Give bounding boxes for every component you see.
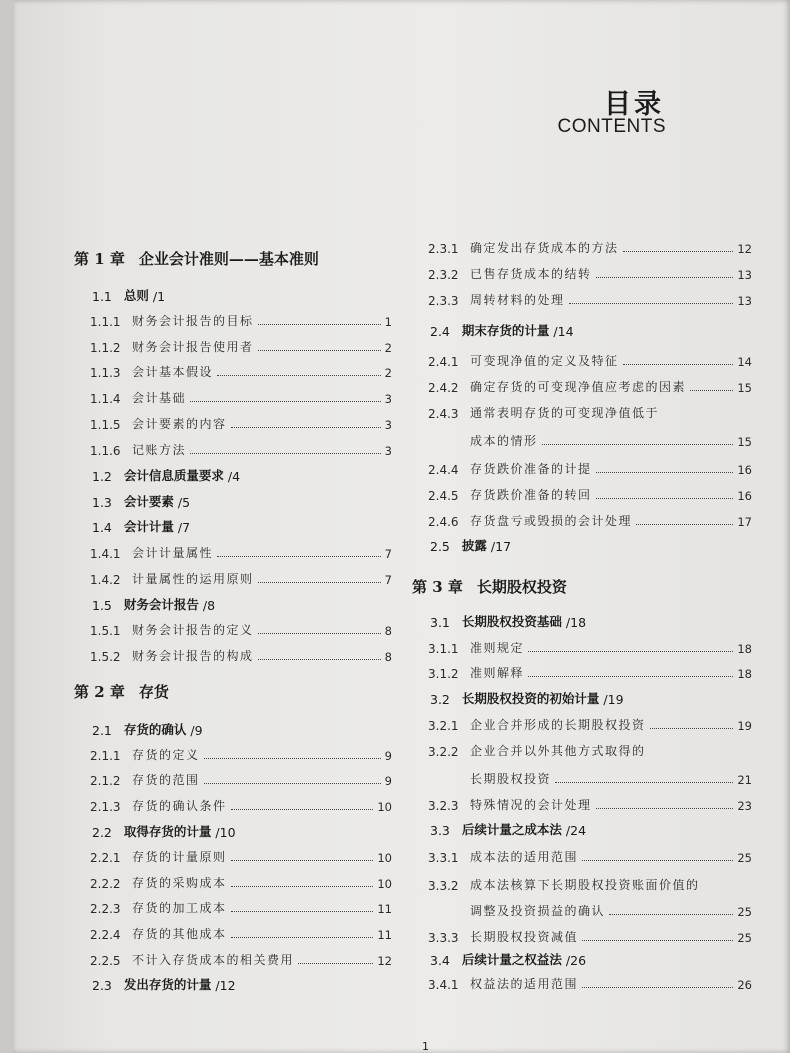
section-number: 2.3 — [92, 978, 112, 993]
toc-subsection — [74, 384, 392, 406]
subsection-page: 7 — [384, 547, 392, 561]
subsection-title: 调整及投资损益的确认 — [470, 904, 606, 918]
toc-subsection — [74, 642, 392, 664]
chapter-title: 长期股权投资 — [476, 578, 567, 596]
subsection-number: 2.1.2 — [90, 774, 121, 788]
section-page: /10 — [215, 825, 236, 840]
section-number: 3.4 — [430, 953, 450, 968]
chapter-number: 第 2 章 — [74, 683, 125, 701]
toc-section — [412, 608, 752, 630]
subsection-page: 12 — [737, 242, 752, 256]
chapter-title: 存货 — [138, 683, 169, 701]
toc-section — [74, 513, 392, 535]
subsection-number: 1.4.2 — [90, 573, 121, 587]
subsection-title: 企业合并形成的长期股权投资 — [470, 718, 646, 732]
subsection-page: 18 — [737, 642, 752, 656]
toc-subsection — [412, 455, 752, 477]
section-page: /19 — [603, 692, 624, 707]
subsection-page: 7 — [384, 573, 392, 587]
section-page: /9 — [190, 723, 203, 738]
subsection-number: 2.2.1 — [90, 851, 121, 865]
subsection-number: 2.3.1 — [428, 242, 459, 256]
subsection-page: 25 — [737, 931, 752, 945]
dot-leader — [231, 860, 374, 861]
subsection-page: 19 — [737, 719, 752, 733]
subsection-page: 3 — [384, 444, 392, 458]
toc-section — [412, 946, 752, 968]
subsection-page: 10 — [377, 800, 392, 814]
subsection-title: 存货的加工成本 — [132, 901, 227, 915]
subsection-page: 26 — [737, 978, 752, 992]
subsection-page: 9 — [384, 774, 392, 788]
dot-leader — [650, 728, 734, 729]
toc-chapter — [74, 247, 392, 269]
toc-subsection — [74, 946, 392, 968]
dot-leader — [231, 911, 374, 912]
dot-leader — [258, 633, 381, 634]
subsection-number: 3.3.1 — [428, 851, 459, 865]
dot-leader — [623, 251, 734, 252]
subsection-title: 确定发出存货成本的方法 — [470, 241, 619, 255]
dot-leader — [609, 914, 733, 915]
subsection-page: 18 — [737, 667, 752, 681]
subsection-number: 2.4.1 — [428, 355, 459, 369]
toc-subsection — [74, 307, 392, 329]
toc-subsection — [74, 333, 392, 355]
subsection-number: 2.4.3 — [428, 407, 459, 421]
section-title: 发出存货的计量 — [123, 977, 212, 992]
toc-chapter — [412, 575, 752, 597]
subsection-number: 3.2.2 — [428, 745, 459, 759]
subsection-page: 9 — [384, 749, 392, 763]
subsection-title: 存货的确认条件 — [132, 799, 227, 813]
subsection-page: 10 — [377, 877, 392, 891]
subsection-title: 财务会计报告的构成 — [132, 649, 254, 663]
subsection-number: 3.1.1 — [428, 642, 459, 656]
subsection-page: 21 — [737, 773, 752, 787]
subsection-title: 准则规定 — [470, 641, 525, 655]
dot-leader — [528, 676, 733, 677]
subsection-number: 1.1.3 — [90, 366, 121, 380]
toc-subsection-continued — [412, 897, 752, 919]
toc-section — [74, 971, 392, 993]
subsection-title: 计量属性的运用原则 — [132, 572, 254, 586]
subsection-number: 3.2.3 — [428, 799, 459, 813]
subsection-title: 成本法的适用范围 — [470, 850, 579, 864]
dot-leader — [190, 453, 381, 454]
section-page: /5 — [177, 495, 191, 510]
subsection-title: 存货盘亏或毁损的会计处理 — [470, 514, 633, 528]
section-title: 取得存货的计量 — [123, 824, 212, 839]
subsection-number: 1.1.1 — [90, 315, 121, 329]
toc-subsection — [412, 634, 752, 656]
toc-subsection — [412, 286, 752, 308]
section-number: 2.1 — [92, 723, 112, 738]
subsection-title: 确定存货的可变现净值应考虑的因素 — [470, 380, 687, 394]
dot-leader — [231, 937, 374, 938]
subsection-number: 2.2.2 — [90, 877, 121, 891]
subsection-title: 存货跌价准备的转回 — [470, 488, 592, 502]
section-number: 1.1 — [92, 289, 112, 304]
section-page: /4 — [227, 469, 241, 484]
page-folio: 1 — [422, 1040, 429, 1053]
subsection-page: 2 — [384, 366, 392, 380]
subsection-page: 8 — [384, 650, 392, 664]
chapter-number: 第 3 章 — [412, 578, 463, 596]
subsection-number: 3.3.2 — [428, 879, 459, 893]
dot-leader — [217, 556, 381, 557]
toc-subsection — [74, 436, 392, 458]
toc-subsection — [412, 347, 752, 369]
subsection-number: 1.5.1 — [90, 624, 121, 638]
subsection-title: 权益法的适用范围 — [470, 977, 579, 991]
toc-subsection — [412, 399, 752, 421]
toc-subsection — [74, 792, 392, 814]
dot-leader — [298, 963, 373, 964]
section-title: 长期股权投资的初始计量 — [461, 691, 600, 706]
chapter-title: 企业会计准则——基本准则 — [138, 250, 319, 268]
toc-section — [74, 462, 392, 484]
subsection-title: 可变现净值的定义及特征 — [470, 354, 619, 368]
subsection-title: 存货的采购成本 — [132, 876, 227, 890]
toc-subsection — [74, 410, 392, 432]
toc-subsection — [412, 970, 752, 992]
subsection-page: 16 — [737, 463, 752, 477]
toc-subsection — [412, 659, 752, 681]
subsection-title: 会计基础 — [132, 391, 187, 405]
section-title: 期末存货的计量 — [461, 323, 550, 338]
toc-section — [74, 591, 392, 613]
toc-subsection — [74, 539, 392, 561]
section-title: 存货的确认 — [123, 722, 187, 737]
subsection-page: 3 — [384, 392, 392, 406]
toc-subsection — [412, 260, 752, 282]
section-page: /24 — [565, 823, 587, 838]
toc-subsection — [74, 565, 392, 587]
dot-leader — [204, 758, 381, 759]
toc-title: 目录 — [604, 89, 664, 120]
subsection-page: 17 — [737, 515, 752, 529]
subsection-number: 1.1.5 — [90, 418, 121, 432]
subsection-number: 1.1.4 — [90, 392, 121, 406]
subsection-number: 3.1.2 — [428, 667, 459, 681]
subsection-page: 13 — [737, 268, 752, 282]
subsection-number: 1.4.1 — [90, 547, 121, 561]
subsection-page: 25 — [737, 905, 752, 919]
section-title: 后续计量之权益法 — [461, 952, 562, 967]
dot-leader — [258, 350, 381, 351]
dot-leader — [258, 324, 381, 325]
subsection-title: 存货的计量原则 — [132, 850, 227, 864]
toc-section — [412, 532, 752, 554]
toc-subsection — [74, 894, 392, 916]
subsection-page: 15 — [737, 381, 752, 395]
toc-subsection — [412, 737, 752, 759]
section-title: 财务会计报告 — [123, 597, 199, 612]
section-page: /14 — [553, 324, 574, 339]
subsection-title: 周转材料的处理 — [470, 293, 565, 307]
toc-subsection — [412, 843, 752, 865]
section-page: /8 — [202, 598, 216, 613]
section-title: 长期股权投资基础 — [461, 614, 562, 629]
toc-subsection — [74, 616, 392, 638]
section-title: 后续计量之成本法 — [461, 822, 562, 837]
subsection-number: 2.4.4 — [428, 463, 459, 477]
section-title: 总则 — [123, 288, 149, 303]
subsection-number: 2.2.4 — [90, 928, 121, 942]
subsection-page: 12 — [377, 954, 392, 968]
subsection-title: 通常表明存货的可变现净值低于 — [470, 406, 660, 420]
subsection-page: 1 — [384, 315, 392, 329]
dot-leader — [596, 808, 734, 809]
toc-section — [74, 818, 392, 840]
dot-leader — [623, 364, 734, 365]
dot-leader — [190, 401, 381, 402]
subsection-page: 3 — [384, 418, 392, 432]
subsection-page: 11 — [377, 928, 392, 942]
subsection-title: 存货跌价准备的计提 — [470, 462, 592, 476]
dot-leader — [596, 498, 734, 499]
dot-leader — [596, 277, 734, 278]
section-title: 会计计量 — [123, 519, 174, 534]
section-page: /12 — [215, 978, 236, 993]
toc-subsection — [412, 481, 752, 503]
toc-section — [412, 685, 752, 707]
dot-leader — [636, 524, 733, 525]
section-page: /17 — [490, 539, 512, 554]
toc-section — [74, 282, 392, 304]
subsection-number: 2.2.3 — [90, 902, 121, 916]
section-title: 披露 — [461, 538, 487, 553]
toc-section — [412, 317, 752, 339]
dot-leader — [555, 782, 733, 783]
section-page: /18 — [565, 615, 587, 630]
subsection-number: 2.3.2 — [428, 268, 459, 282]
section-number: 2.2 — [92, 825, 112, 840]
toc-subsection — [74, 766, 392, 788]
dot-leader — [690, 390, 733, 391]
subsection-page: 8 — [384, 624, 392, 638]
subsection-number: 2.3.3 — [428, 294, 459, 308]
dot-leader — [231, 886, 374, 887]
toc-section — [412, 816, 752, 838]
subsection-title: 准则解释 — [470, 666, 525, 680]
subsection-title: 已售存货成本的结转 — [470, 267, 592, 281]
toc-subsection-continued — [412, 765, 752, 787]
subsection-title: 特殊情况的会计处理 — [470, 798, 592, 812]
toc-subsection — [412, 507, 752, 529]
subsection-page: 16 — [737, 489, 752, 503]
dot-leader — [582, 940, 733, 941]
toc-subsection — [74, 741, 392, 763]
dot-leader — [258, 582, 381, 583]
section-page: /7 — [177, 520, 191, 535]
dot-leader — [258, 659, 381, 660]
subsection-page: 10 — [377, 851, 392, 865]
dot-leader — [542, 444, 734, 445]
subsection-title: 存货的其他成本 — [132, 927, 227, 941]
subsection-number: 1.1.6 — [90, 444, 121, 458]
toc-subsection — [74, 358, 392, 380]
toc-subsection — [412, 791, 752, 813]
subsection-title: 成本的情形 — [470, 434, 538, 448]
section-number: 3.1 — [430, 615, 450, 630]
dot-leader — [231, 809, 374, 810]
subsection-page: 15 — [737, 435, 752, 449]
subsection-title: 企业合并以外其他方式取得的 — [470, 744, 646, 758]
subsection-title: 存货的定义 — [132, 748, 200, 762]
subsection-title: 财务会计报告的定义 — [132, 623, 254, 637]
subsection-title: 记账方法 — [132, 443, 187, 457]
dot-leader — [582, 987, 733, 988]
subsection-number: 2.4.6 — [428, 515, 459, 529]
dot-leader — [217, 375, 381, 376]
subsection-title: 长期股权投资减值 — [470, 930, 579, 944]
subsection-title: 财务会计报告使用者 — [132, 340, 254, 354]
section-title: 会计信息质量要求 — [123, 468, 224, 483]
toc-subsection — [74, 869, 392, 891]
dot-leader — [582, 860, 733, 861]
toc-chapter — [74, 680, 392, 702]
chapter-number: 第 1 章 — [74, 250, 125, 268]
subsection-number: 3.3.3 — [428, 931, 459, 945]
subsection-number: 2.2.5 — [90, 954, 121, 968]
dot-leader — [569, 303, 734, 304]
section-number: 1.2 — [92, 469, 112, 484]
section-page: /1 — [152, 289, 166, 304]
subsection-title: 财务会计报告的目标 — [132, 314, 254, 328]
subsection-title: 会计要素的内容 — [132, 417, 227, 431]
dot-leader — [204, 783, 381, 784]
toc-section — [74, 716, 392, 738]
toc-subsection — [412, 373, 752, 395]
subsection-page: 25 — [737, 851, 752, 865]
toc-subsection — [412, 871, 752, 893]
toc-subsection — [74, 920, 392, 942]
subsection-number: 2.4.2 — [428, 381, 459, 395]
subsection-number: 1.5.2 — [90, 650, 121, 664]
subsection-number: 1.1.2 — [90, 341, 121, 355]
toc-subtitle: CONTENTS — [557, 116, 666, 137]
subsection-number: 2.1.3 — [90, 800, 121, 814]
section-number: 3.3 — [430, 823, 450, 838]
subsection-title: 会计计量属性 — [132, 546, 214, 560]
toc-subsection-continued — [412, 427, 752, 449]
subsection-number: 3.2.1 — [428, 719, 459, 733]
subsection-title: 不计入存货成本的相关费用 — [132, 953, 295, 967]
section-number: 3.2 — [430, 692, 450, 707]
section-number: 1.4 — [92, 520, 112, 535]
section-number: 2.5 — [430, 539, 450, 554]
subsection-page: 23 — [737, 799, 752, 813]
section-number: 2.4 — [430, 324, 450, 339]
toc-subsection — [412, 711, 752, 733]
toc-subsection — [74, 843, 392, 865]
toc-subsection — [412, 234, 752, 256]
subsection-title: 存货的范围 — [132, 773, 200, 787]
subsection-page: 2 — [384, 341, 392, 355]
toc-section — [74, 488, 392, 510]
section-number: 1.3 — [92, 495, 112, 510]
book-page — [14, 0, 790, 1053]
dot-leader — [596, 472, 734, 473]
subsection-number: 2.1.1 — [90, 749, 121, 763]
dot-leader — [528, 651, 733, 652]
subsection-title: 长期股权投资 — [470, 772, 552, 786]
subsection-number: 3.4.1 — [428, 978, 459, 992]
dot-leader — [231, 427, 381, 428]
subsection-page: 13 — [737, 294, 752, 308]
subsection-title: 成本法核算下长期股权投资账面价值的 — [470, 878, 700, 892]
subsection-title: 会计基本假设 — [132, 365, 214, 379]
section-title: 会计要素 — [123, 494, 174, 509]
subsection-page: 14 — [737, 355, 752, 369]
section-number: 1.5 — [92, 598, 112, 613]
section-page: /26 — [565, 953, 587, 968]
toc-subsection — [412, 923, 752, 945]
subsection-page: 11 — [377, 902, 392, 916]
subsection-number: 2.4.5 — [428, 489, 459, 503]
